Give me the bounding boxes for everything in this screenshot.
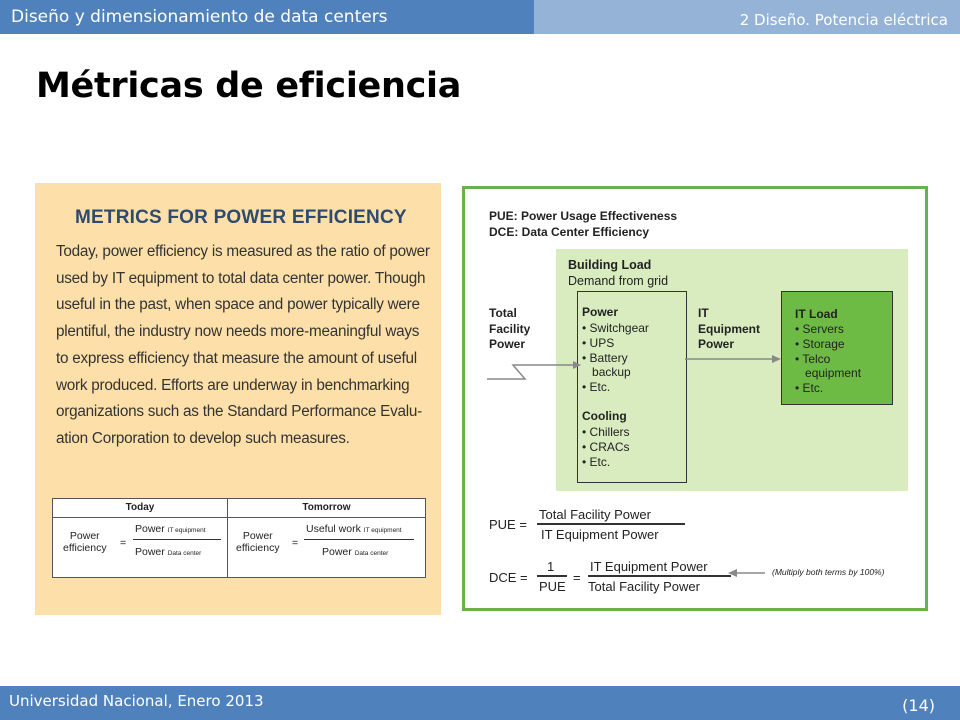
- dce-one-numerator: 1: [547, 559, 555, 574]
- cooling-title: Cooling: [582, 409, 627, 423]
- tomorrow-denominator: Power Data center: [322, 546, 389, 558]
- pue-definition: PUE: Power Usage Effectiveness: [489, 209, 678, 223]
- today-equals: =: [120, 537, 127, 549]
- slide-title: Métricas de eficiencia: [36, 66, 462, 106]
- lightning-arrow-line: [487, 365, 573, 379]
- it-load-title: IT Load: [795, 307, 838, 321]
- body-line: work produced. Efforts are underway in benchmarking: [56, 376, 410, 394]
- today-fraction-line: [133, 539, 221, 540]
- dce-second-fraction-line: [588, 575, 731, 577]
- tomorrow-label: Power efficiency: [236, 530, 280, 554]
- it-load-items: • Servers • Storage • Telco equipment • Etc.: [795, 322, 862, 396]
- tomorrow-header: Tomorrow: [228, 499, 425, 518]
- dce-equals: =: [573, 570, 581, 585]
- metrics-body-text: [56, 239, 428, 453]
- dce-definition: DCE: Data Center Efficiency: [489, 225, 650, 239]
- today-label: Power efficiency: [63, 530, 107, 554]
- pue-formula-denominator: IT Equipment Power: [541, 527, 659, 542]
- body-line: Today, power efficiency is measured as the ratio of power: [56, 243, 430, 260]
- power-title: Power: [582, 305, 619, 319]
- footer-bar: [0, 686, 960, 720]
- dce-formula-numerator: IT Equipment Power: [590, 559, 708, 574]
- dce-formula-lhs: DCE =: [489, 570, 528, 585]
- body-line: used by IT equipment to total data center power. Though: [56, 269, 426, 287]
- today-denominator: Power Data center: [135, 546, 202, 558]
- it-equipment-power-label: IT Equipment Power: [698, 306, 760, 351]
- cooling-items: • Chillers • CRACs • Etc.: [582, 425, 630, 469]
- pue-fraction-line: [537, 523, 685, 525]
- metrics-heading: METRICS FOR POWER EFFICIENCY: [75, 207, 407, 228]
- body-line: ation Corporation to develop such measures.: [56, 429, 350, 447]
- lightning-arrow-head: [573, 361, 581, 369]
- body-line: plentiful, the industry now needs more-meaningful ways: [56, 323, 420, 341]
- pue-formula-lhs: PUE =: [489, 517, 527, 532]
- today-column: [53, 499, 228, 577]
- header-left-bar: [0, 0, 534, 34]
- multiply-note: (Multiply both terms by 100%): [772, 567, 885, 577]
- page-number: (14): [902, 696, 935, 715]
- pue-formula-numerator: Total Facility Power: [539, 507, 651, 522]
- dce-pue-denominator: PUE: [539, 579, 566, 594]
- tomorrow-numerator: Useful work IT equipment: [306, 523, 402, 535]
- course-title: Diseño y dimensionamiento de data centers: [11, 7, 388, 27]
- tomorrow-equals: =: [292, 537, 299, 549]
- body-line: useful in the past, when space and power typically were: [56, 296, 420, 314]
- power-items: • Switchgear • UPS • Battery backup • Etc.: [582, 321, 649, 395]
- building-load-title: Building Load: [568, 258, 652, 272]
- body-line: to express efficiency that measure the amount of useful: [56, 349, 417, 367]
- body-line: organizations such as the Standard Performance Evalu-: [56, 403, 422, 421]
- tomorrow-column: [228, 499, 425, 577]
- it-power-arrow-head: [772, 355, 781, 363]
- today-header: Today: [53, 499, 227, 518]
- metrics-info-panel: [35, 183, 441, 615]
- footer-institution: Universidad Nacional, Enero 2013: [9, 692, 264, 710]
- flow-arrows: [465, 189, 925, 608]
- section-title: 2 Diseño. Potencia eléctrica: [739, 11, 948, 29]
- today-numerator: Power IT equipment: [135, 523, 206, 535]
- dce-first-fraction-line: [537, 575, 567, 577]
- total-facility-power-label: Total Facility Power: [489, 306, 531, 351]
- tomorrow-fraction-line: [304, 539, 414, 540]
- efficiency-comparison-table: [52, 498, 426, 578]
- pue-dce-diagram-panel: [462, 186, 928, 611]
- dce-formula-denominator: Total Facility Power: [588, 579, 700, 594]
- header-right-bar: [534, 0, 960, 34]
- building-load-subtitle: Demand from grid: [568, 274, 669, 288]
